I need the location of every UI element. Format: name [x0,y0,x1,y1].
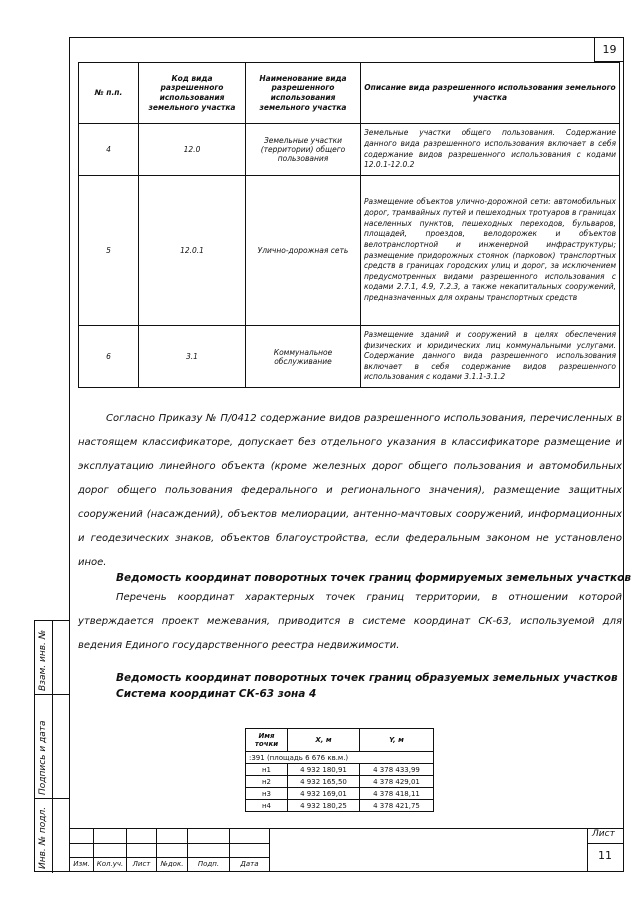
side-divider [52,621,53,873]
row-desc: Размещение зданий и сооружений в целях обеспечения физических и юридических лиц коммунальными услугами. Содержание данного вида разрешенного использования включает в себя содержание видов разрешенного использования с кодами 3.1.1-3.1.2 [361,326,620,388]
coords-header-x: X, м [288,729,360,752]
point-y: 4 378 418,11 [360,788,434,800]
coords-header-point: Имя точки [246,729,288,752]
coords-group-row [246,752,434,764]
land-use-table [78,62,620,388]
stamp-label-sheet: Лист [132,860,151,868]
coords-header-y: Y, м [360,729,434,752]
stamp-line [269,828,270,872]
stamp-line [69,843,269,844]
table-row [79,124,620,176]
point-x: 4 932 165,50 [288,776,360,788]
stamp-label-count: Кол.уч. [96,860,124,868]
table-row [79,176,620,326]
row-code: 3.1 [139,326,246,388]
stamp-label-change: Изм. [73,860,90,868]
point-name: н4 [246,800,288,812]
table-row [246,800,434,812]
stamp-label-date: Дата [240,860,259,868]
table-row [246,776,434,788]
sheet-label: Лист [592,829,615,839]
point-name: н3 [246,788,288,800]
table-header-row [79,63,620,124]
heading-formed-plots: Ведомость координат поворотных точек границ формируемых земельных участков [116,572,632,584]
point-name: н1 [246,764,288,776]
point-y: 4 378 429,01 [360,776,434,788]
side-label-inventory: Инв. № подл. [38,806,48,869]
row-num: 5 [79,176,139,326]
row-name: Улично-дорожная сеть [246,176,361,326]
row-code: 12.0 [139,124,246,176]
header-code: Код вида разрешенного использования земельного участка [139,63,246,124]
header-desc: Описание вида разрешенного использования земельного участка [361,63,620,124]
sheet-number: 11 [598,849,612,862]
coords-group-label: :391 (площадь 6 676 кв.м.) [246,752,434,764]
side-label-signature: Подпись и дата [38,720,48,795]
row-name: Земельные участки (территории) общего пользования [246,124,361,176]
point-x: 4 932 180,91 [288,764,360,776]
stamp-line [69,857,269,858]
row-desc: Размещение объектов улично-дорожной сети: автомобильных дорог, трамвайных путей и пешеходных тротуаров в границах населенных пунктов, пешеходных переходов, бульваров, площадей, проездов, велодорожек и объектов велотранспортной и инженерной инфраструктуры; размещение придорожных стоянок (парковок) транспортных средств в границах городских улиц и дорог, за исключением предусмотренных видами разрешенного использования с кодами 2.7.1, 4.9, 7.2.3, а также некапитальных сооружений, предназначенных для охраны транспортных средств [361,176,620,326]
heading-coordinate-system: Система координат СК-63 зона 4 [116,688,317,700]
point-x: 4 932 169,01 [288,788,360,800]
point-y: 4 378 421,75 [360,800,434,812]
header-name: Наименование вида разрешенного использования земельного участка [246,63,361,124]
page-number: 19 [594,37,624,62]
stamp-line [587,828,588,872]
row-code: 12.0.1 [139,176,246,326]
side-label-replace: Взам. инв. № [38,629,48,691]
table-row [246,788,434,800]
row-num: 4 [79,124,139,176]
point-name: н2 [246,776,288,788]
point-y: 4 378 433,99 [360,764,434,776]
heading-created-plots: Ведомость координат поворотных точек границ образуемых земельных участков [116,672,618,684]
stamp-line [587,843,624,844]
paragraph-coordinates: Перечень координат характерных точек границ территории, в отношении которой утверждается проект межевания, приводится в системе координат СК-63, используемой для ведения Единого государственного реестра недвижимости. [78,592,622,651]
title-block [69,828,624,872]
stamp-label-doc: №док. [160,860,184,868]
paragraph-classifier: Согласно Приказу № П/0412 содержание видов разрешенного использования, перечисленных в настоящем классификаторе, допускает без отдельного указания в классификаторе размещение и эксплуатацию линейного объекта (кроме железных дорог общего пользования и автомобильных дорог общего пользования федерального и регионального значения), размещение защитных сооружений (насаждений), объектов мелиорации, антенно-мачтовых сооружений, информационных и геодезических знаков, объектов благоустройства, если федеральным законом не установлено иное. [78,413,622,568]
stamp-line [69,828,624,829]
row-num: 6 [79,326,139,388]
table-row [79,326,620,388]
row-name: Коммунальное обслуживание [246,326,361,388]
stamp-label-sign: Подп. [197,860,220,868]
table-row [246,764,434,776]
row-desc: Земельные участки общего пользования. Содержание данного вида разрешенного использования включает в себя содержание видов разрешенного использования с кодами 12.0.1-12.0.2 [361,124,620,176]
point-x: 4 932 180,25 [288,800,360,812]
coordinates-table [245,728,434,812]
header-num: № п.п. [79,63,139,124]
coords-header-row [246,729,434,752]
side-stamp [34,620,69,872]
